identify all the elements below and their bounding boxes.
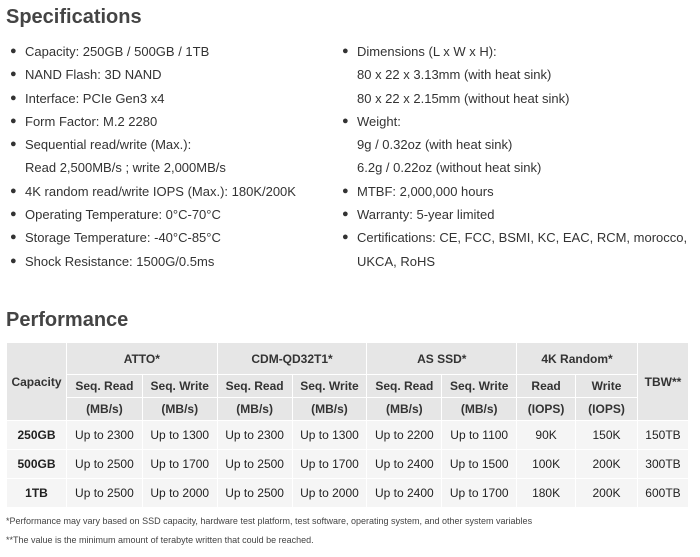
bullet-icon: ● — [10, 68, 17, 81]
table-cell: Up to 2400 — [367, 479, 442, 508]
table-cell: 600TB — [637, 479, 688, 508]
spec-dimensions: ● Dimensions (L x W x H): 80 x 22 x 3.13mm (with heat sink) 80 x 22 x 2.15mm (without heat sink) — [342, 40, 700, 110]
bullet-icon: ● — [10, 45, 17, 57]
spec-weight-no-heatsink: 6.2g / 0.22oz (without heat sink) — [357, 160, 542, 176]
spec-sequential-detail: Read 2,500MB/s ; write 2,000MB/s — [25, 160, 226, 176]
table-cell: 90K — [517, 421, 576, 450]
table-cell: Up to 2000 — [142, 479, 217, 508]
subheader-unit: (MB/s) — [142, 398, 217, 421]
table-cell: 300TB — [637, 450, 688, 479]
performance-table — [6, 342, 689, 508]
spec-form-factor: ● Form Factor: M.2 2280 — [10, 110, 330, 133]
bullet-icon: ● — [342, 45, 349, 57]
table-cell: Up to 2200 — [367, 421, 442, 450]
table-cell: Up to 1300 — [292, 421, 367, 450]
table-row — [7, 479, 689, 508]
table-cell: 200K — [576, 450, 638, 479]
spec-storage-temp: ● Storage Temperature: -40°C-85°C — [10, 226, 330, 249]
bullet-icon: ● — [342, 114, 349, 127]
table-cell: 1TB — [7, 479, 67, 508]
col-header-atto: ATTO* — [66, 343, 217, 375]
subheader-seq-write: Seq. Write — [292, 375, 367, 398]
spec-operating-temp: ● Operating Temperature: 0°C-70°C — [10, 203, 330, 226]
subheader-seq-read: Seq. Read — [367, 375, 442, 398]
subheader-read: Read — [517, 375, 576, 398]
subheader-unit: (MB/s) — [292, 398, 367, 421]
bullet-icon: ● — [10, 114, 17, 127]
spec-weight: ● Weight: 9g / 0.32oz (with heat sink) 6.2g / 0.22oz (without heat sink) — [342, 110, 700, 180]
subheader-seq-write: Seq. Write — [142, 375, 217, 398]
subheader-seq-write: Seq. Write — [442, 375, 517, 398]
spec-shock: ● Shock Resistance: 1500G/0.5ms — [10, 250, 330, 273]
table-cell: 500GB — [7, 450, 67, 479]
bullet-icon: ● — [342, 184, 349, 197]
col-header-4k-random: 4K Random* — [517, 343, 638, 375]
table-cell: Up to 2000 — [292, 479, 367, 508]
subheader-seq-read: Seq. Read — [217, 375, 292, 398]
table-cell: Up to 2500 — [217, 479, 292, 508]
table-row — [7, 450, 689, 479]
bullet-icon: ● — [342, 231, 349, 244]
table-cell: Up to 2300 — [66, 421, 142, 450]
table-cell: Up to 1700 — [142, 450, 217, 479]
specifications-heading: Specifications — [6, 6, 142, 28]
spec-interface: ● Interface: PCIe Gen3 x4 — [10, 87, 330, 110]
table-cell: 250GB — [7, 421, 67, 450]
subheader-unit: (MB/s) — [442, 398, 517, 421]
performance-heading: Performance — [6, 309, 129, 331]
table-cell: 150K — [576, 421, 638, 450]
specs-right-column — [342, 40, 700, 273]
bullet-icon: ● — [10, 254, 17, 267]
subheader-unit: (IOPS) — [517, 398, 576, 421]
subheader-unit: (IOPS) — [576, 398, 638, 421]
spec-dimensions-no-heatsink: 80 x 22 x 2.15mm (without heat sink) — [357, 90, 570, 106]
bullet-icon: ● — [10, 184, 17, 197]
table-cell: Up to 1700 — [442, 479, 517, 508]
bullet-icon: ● — [342, 208, 349, 221]
table-cell: Up to 2400 — [367, 450, 442, 479]
table-cell: Up to 2300 — [217, 421, 292, 450]
subheader-seq-read: Seq. Read — [66, 375, 142, 398]
table-cell: Up to 2500 — [66, 450, 142, 479]
table-cell: Up to 2500 — [217, 450, 292, 479]
table-cell: 150TB — [637, 421, 688, 450]
table-cell: Up to 1300 — [142, 421, 217, 450]
spec-warranty: ● Warranty: 5-year limited — [342, 203, 700, 226]
table-cell: Up to 1700 — [292, 450, 367, 479]
table-cell: 180K — [517, 479, 576, 508]
table-row — [7, 421, 689, 450]
table-cell: Up to 2500 — [66, 479, 142, 508]
table-cell: 100K — [517, 450, 576, 479]
table-cell: 200K — [576, 479, 638, 508]
specs-left-column — [10, 40, 330, 273]
col-header-tbw: TBW** — [637, 343, 688, 421]
bullet-icon: ● — [10, 208, 17, 221]
footnote-performance: *Performance may vary based on SSD capacity, hardware test platform, test software, operating system, and other system variables — [6, 516, 533, 526]
bullet-icon: ● — [10, 231, 17, 244]
spec-certifications-cont: UKCA, RoHS — [357, 253, 436, 269]
spec-dimensions-heatsink: 80 x 22 x 3.13mm (with heat sink) — [357, 67, 552, 83]
table-cell: Up to 1100 — [442, 421, 517, 450]
subheader-unit: (MB/s) — [217, 398, 292, 421]
subheader-write: Write — [576, 375, 638, 398]
subheader-unit: (MB/s) — [66, 398, 142, 421]
spec-weight-heatsink: 9g / 0.32oz (with heat sink) — [357, 137, 513, 153]
spec-mtbf: ● MTBF: 2,000,000 hours — [342, 180, 700, 203]
col-header-asssd: AS SSD* — [367, 343, 517, 375]
spec-certifications: ● Certifications: CE, FCC, BSMI, KC, EAC, RCM, morocco, UKCA, RoHS — [342, 226, 700, 273]
table-cell: Up to 1500 — [442, 450, 517, 479]
footnote-tbw: **The value is the minimum amount of terabyte written that could be reached. — [6, 535, 314, 545]
col-header-capacity: Capacity — [7, 343, 67, 421]
spec-nand: ● NAND Flash: 3D NAND — [10, 63, 330, 86]
col-header-cdm: CDM-QD32T1* — [217, 343, 367, 375]
spec-capacity: ● Capacity: 250GB / 500GB / 1TB — [10, 40, 330, 63]
bullet-icon: ● — [10, 91, 17, 104]
subheader-unit: (MB/s) — [367, 398, 442, 421]
bullet-icon: ● — [10, 138, 17, 151]
spec-sequential: ● Sequential read/write (Max.): Read 2,500MB/s ; write 2,000MB/s — [10, 133, 330, 180]
spec-4k-random: ● 4K random read/write IOPS (Max.): 180K/200K — [10, 180, 330, 203]
